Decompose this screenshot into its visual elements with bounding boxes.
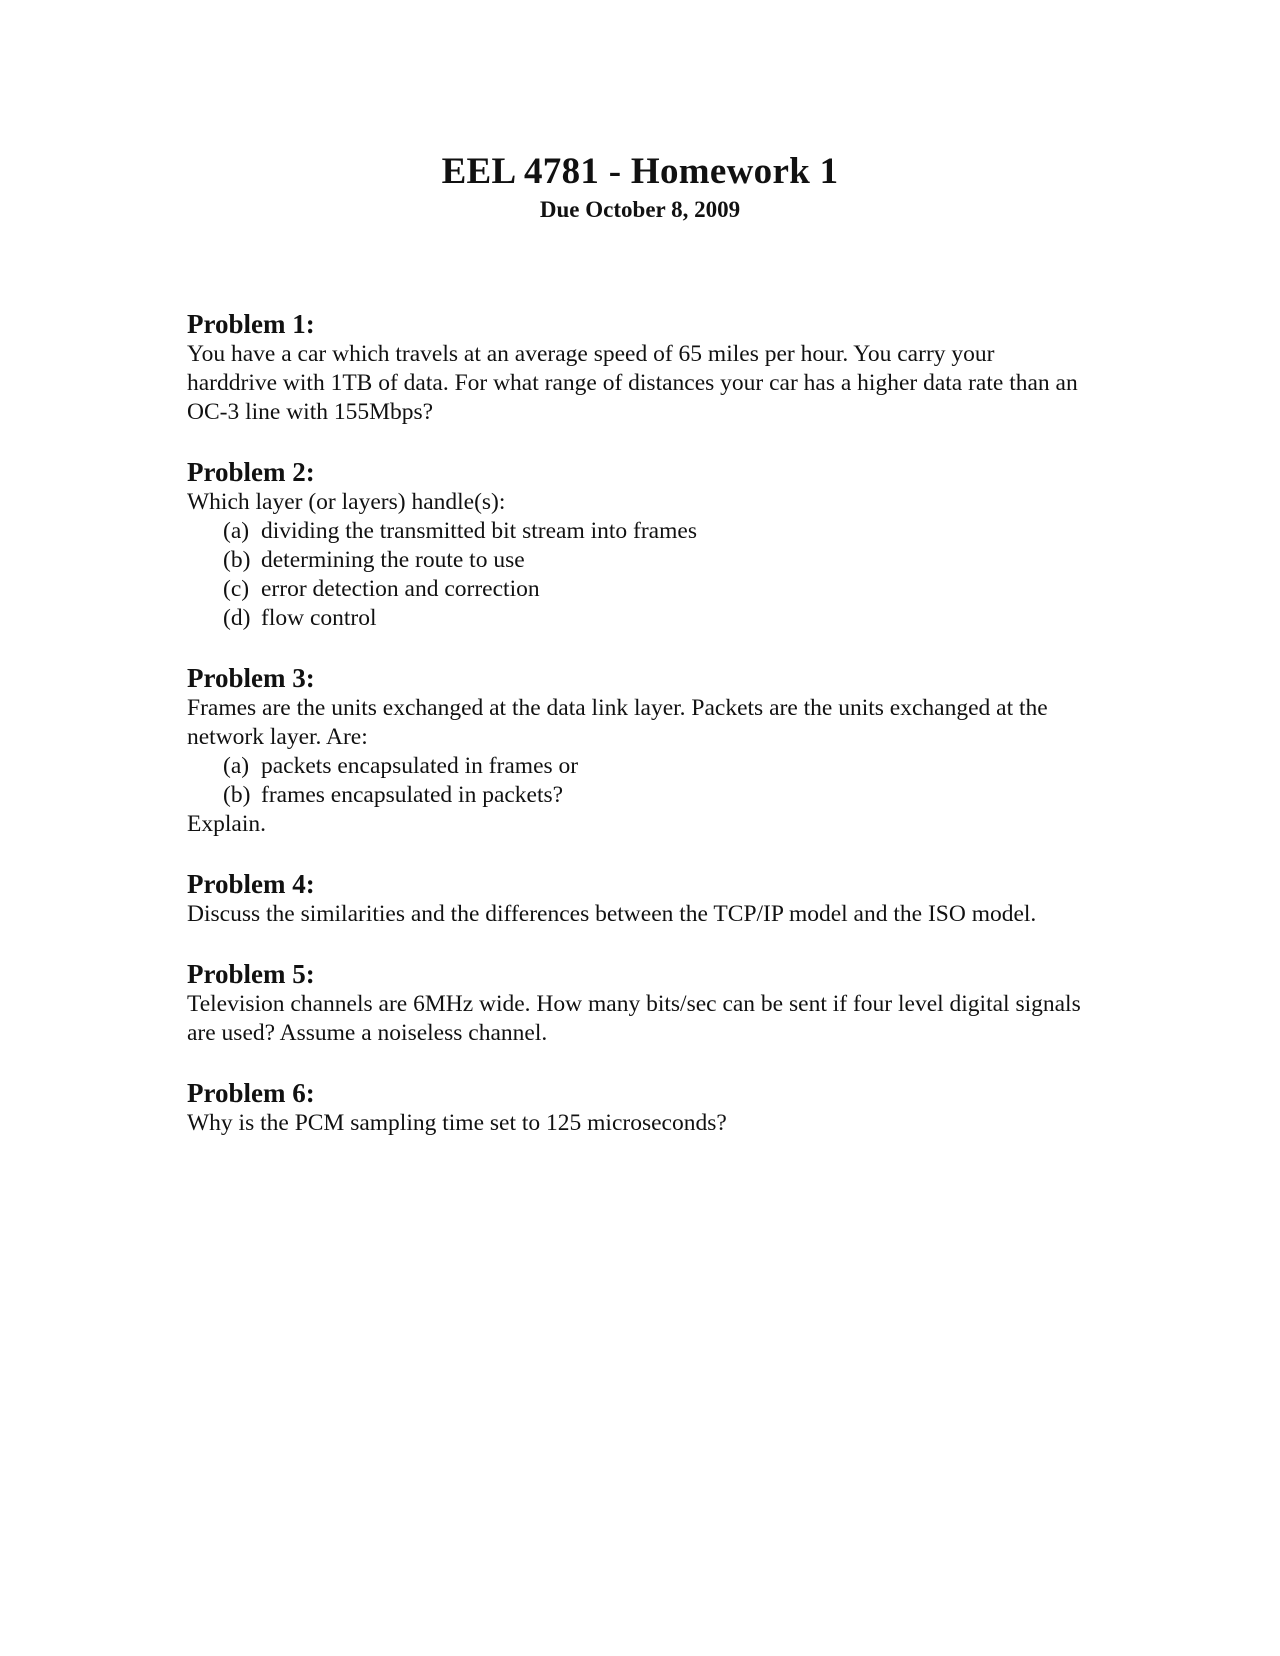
sub-question-text: frames encapsulated in packets?	[261, 782, 564, 808]
sub-question-label: (a)	[223, 753, 250, 779]
sub-question-list	[187, 752, 1087, 810]
sub-question-label: (c)	[223, 576, 250, 602]
problem-heading: Problem 5:	[187, 959, 315, 989]
list-item	[223, 781, 1087, 810]
problem-text: Television channels are 6MHz wide. How many bits/sec can be sent if four level digital signals are used? Assume a noiseless channel.	[187, 991, 1081, 1046]
sub-question-text: flow control	[261, 605, 377, 631]
sub-question-label: (b)	[223, 782, 251, 808]
problem-text: Why is the PCM sampling time set to 125 microseconds?	[187, 1110, 727, 1136]
problem-5	[187, 958, 1087, 1048]
problem-outro: Explain.	[187, 811, 266, 837]
sub-question-text: error detection and correction	[261, 576, 540, 602]
sub-question-list	[187, 517, 1087, 633]
problem-1	[187, 308, 1087, 427]
problem-4	[187, 868, 1087, 929]
problem-intro: Which layer (or layers) handle(s):	[187, 489, 506, 515]
list-item	[223, 604, 1087, 633]
due-date: Due October 8, 2009	[539, 197, 741, 222]
sub-question-text: determining the route to use	[261, 547, 525, 573]
problem-list	[187, 308, 1087, 1167]
sub-question-text: dividing the transmitted bit stream into frames	[261, 518, 697, 544]
sub-question-text: packets encapsulated in frames or	[261, 753, 579, 779]
list-item	[223, 575, 1087, 604]
sub-question-label: (a)	[223, 518, 250, 544]
problem-heading: Problem 2:	[187, 457, 315, 487]
sub-question-label: (b)	[223, 547, 251, 573]
problem-heading: Problem 4:	[187, 869, 315, 899]
problem-heading: Problem 6:	[187, 1078, 315, 1108]
document-title: EEL 4781 - Homework 1	[441, 151, 839, 192]
problem-intro: Frames are the units exchanged at the data link layer. Packets are the units exchanged at the network layer. Are:	[187, 695, 1048, 750]
problem-6	[187, 1077, 1087, 1138]
list-item	[223, 546, 1087, 575]
problem-text: Discuss the similarities and the differences between the TCP/IP model and the ISO model.	[187, 901, 1037, 927]
problem-heading: Problem 3:	[187, 663, 315, 693]
list-item	[223, 517, 1087, 546]
problem-heading: Problem 1:	[187, 309, 315, 339]
document-header	[0, 150, 1280, 224]
list-item	[223, 752, 1087, 781]
problem-3	[187, 662, 1087, 839]
problem-text: You have a car which travels at an average speed of 65 miles per hour. You carry your harddrive with 1TB of data. For what range of distances your car has a higher data rate than an OC-3 line with 155Mbps?	[187, 341, 1078, 425]
problem-2	[187, 456, 1087, 633]
sub-question-label: (d)	[223, 605, 251, 631]
